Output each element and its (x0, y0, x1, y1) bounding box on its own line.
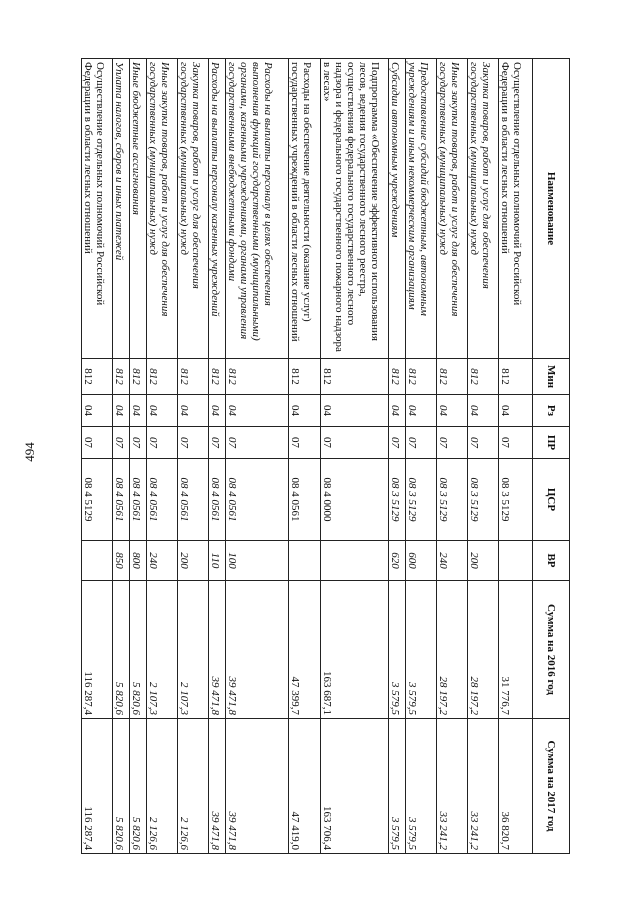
cell-sum-2016: 39 471,8 (209, 581, 226, 719)
table-body (82, 59, 533, 854)
cell-pr: 07 (468, 427, 499, 459)
cell-name: Иные закупки товаров, работ и услуг для обеспечения государственных (муниципальных) нужд (437, 59, 468, 359)
cell-min: 812 (147, 359, 178, 395)
cell-sum-2016: 2 107,3 (147, 581, 178, 719)
cell-vr (321, 541, 389, 581)
cell-sum-2017: 5 820,6 (130, 719, 147, 854)
header-pr: ПР (533, 427, 570, 459)
cell-pr: 07 (178, 427, 209, 459)
header-sum-2017: Сумма на 2017 год (533, 719, 570, 854)
cell-name: Подпрограмма «Обеспечение эффективного использования лесов, ведения государственного лесного реестра, осуществления федерального государственного лесного надзора и федерального государственного пожарного надзора в лесах» (321, 59, 389, 359)
cell-sum-2017: 116 287,4 (82, 719, 113, 854)
cell-sum-2017: 33 241,2 (468, 719, 499, 854)
cell-csr: 08 4 0561 (113, 459, 130, 541)
table-header-row (533, 59, 570, 854)
cell-min: 812 (82, 359, 113, 395)
cell-vr (289, 541, 321, 581)
cell-sum-2017: 39 471,8 (209, 719, 226, 854)
cell-sum-2017: 2 126,6 (178, 719, 209, 854)
table-row (226, 59, 289, 854)
cell-rz: 04 (437, 395, 468, 427)
cell-name: Расходы на обеспечение деятельности (оказание услуг) государственных учреждений в области лесных отношений (289, 59, 321, 359)
cell-vr: 100 (226, 541, 289, 581)
header-sum-2016: Сумма на 2016 год (533, 581, 570, 719)
cell-vr: 240 (437, 541, 468, 581)
header-csr: ЦСР (533, 459, 570, 541)
table-row (406, 59, 437, 854)
cell-vr: 800 (130, 541, 147, 581)
table-row (289, 59, 321, 854)
cell-sum-2016: 116 287,4 (82, 581, 113, 719)
cell-rz: 04 (389, 395, 406, 427)
cell-csr: 08 4 0561 (289, 459, 321, 541)
cell-sum-2016: 31 776,7 (499, 581, 533, 719)
cell-name: Осуществление отдельных полномочий Российской Федерации в области лесных отношений (499, 59, 533, 359)
cell-sum-2016: 3 579,5 (406, 581, 437, 719)
cell-csr: 08 3 5129 (499, 459, 533, 541)
cell-min: 812 (406, 359, 437, 395)
cell-min: 812 (130, 359, 147, 395)
cell-sum-2017: 33 241,2 (437, 719, 468, 854)
cell-sum-2017: 5 820,6 (113, 719, 130, 854)
cell-sum-2017: 3 579,5 (389, 719, 406, 854)
rotated-table-container (82, 58, 570, 853)
table-row (113, 59, 130, 854)
cell-rz: 04 (82, 395, 113, 427)
cell-csr: 08 4 0561 (130, 459, 147, 541)
cell-pr: 07 (289, 427, 321, 459)
cell-sum-2016: 28 197,2 (468, 581, 499, 719)
cell-sum-2016: 5 820,6 (113, 581, 130, 719)
table-row (178, 59, 209, 854)
cell-sum-2017: 3 579,5 (406, 719, 437, 854)
cell-min: 812 (499, 359, 533, 395)
budget-table (81, 58, 570, 854)
table-row (437, 59, 468, 854)
cell-rz: 04 (226, 395, 289, 427)
header-min: Мин (533, 359, 570, 395)
cell-csr: 08 3 5129 (437, 459, 468, 541)
table-row (82, 59, 113, 854)
cell-min: 812 (209, 359, 226, 395)
cell-sum-2017: 2 126,6 (147, 719, 178, 854)
cell-vr: 200 (468, 541, 499, 581)
cell-csr: 08 4 0561 (226, 459, 289, 541)
cell-name: Иные закупки товаров, работ и услуг для обеспечения государственных (муниципальных) нужд (147, 59, 178, 359)
cell-pr: 07 (437, 427, 468, 459)
cell-sum-2016: 2 107,3 (178, 581, 209, 719)
cell-rz: 04 (289, 395, 321, 427)
cell-vr: 200 (178, 541, 209, 581)
table-row (389, 59, 406, 854)
cell-pr: 07 (209, 427, 226, 459)
cell-pr: 07 (226, 427, 289, 459)
cell-name: Предоставление субсидий бюджетным, автономным учреждениям и иным некоммерческим организациям (406, 59, 437, 359)
cell-rz: 04 (499, 395, 533, 427)
cell-rz: 04 (130, 395, 147, 427)
cell-name: Закупка товаров, работ и услуг для обеспечения государственных (муниципальных) нужд (468, 59, 499, 359)
cell-rz: 04 (178, 395, 209, 427)
cell-sum-2017: 39 471,8 (226, 719, 289, 854)
cell-rz: 04 (468, 395, 499, 427)
header-vr: ВР (533, 541, 570, 581)
table-row (468, 59, 499, 854)
cell-sum-2016: 47 399,7 (289, 581, 321, 719)
cell-vr: 600 (406, 541, 437, 581)
cell-min: 812 (113, 359, 130, 395)
cell-min: 812 (468, 359, 499, 395)
cell-rz: 04 (113, 395, 130, 427)
cell-sum-2017: 47 419,0 (289, 719, 321, 854)
cell-min: 812 (178, 359, 209, 395)
cell-csr: 08 3 5129 (468, 459, 499, 541)
cell-vr: 110 (209, 541, 226, 581)
cell-sum-2016: 163 687,1 (321, 581, 389, 719)
cell-pr: 07 (321, 427, 389, 459)
header-rz: Рз (533, 395, 570, 427)
cell-min: 812 (437, 359, 468, 395)
cell-sum-2016: 3 579,5 (389, 581, 406, 719)
cell-name: Уплата налогов, сборов и иных платежей (113, 59, 130, 359)
cell-vr: 240 (147, 541, 178, 581)
cell-csr: 08 4 0000 (321, 459, 389, 541)
cell-csr: 08 4 0561 (209, 459, 226, 541)
table-row (321, 59, 389, 854)
table-row (130, 59, 147, 854)
cell-min: 812 (389, 359, 406, 395)
cell-csr: 08 4 0561 (147, 459, 178, 541)
cell-sum-2016: 5 820,6 (130, 581, 147, 719)
cell-pr: 07 (499, 427, 533, 459)
table-row (499, 59, 533, 854)
cell-vr (499, 541, 533, 581)
cell-rz: 04 (209, 395, 226, 427)
cell-pr: 07 (113, 427, 130, 459)
cell-vr: 620 (389, 541, 406, 581)
cell-pr: 07 (147, 427, 178, 459)
cell-csr: 08 4 0561 (178, 459, 209, 541)
cell-name: Расходы на выплаты персоналу казенных учреждений (209, 59, 226, 359)
cell-pr: 07 (389, 427, 406, 459)
cell-min: 812 (321, 359, 389, 395)
cell-csr: 08 3 5129 (389, 459, 406, 541)
cell-name: Закупка товаров, работ и услуг для обеспечения государственных (муниципальных) нужд (178, 59, 209, 359)
cell-name: Субсидии автономным учреждениям (389, 59, 406, 359)
table-row (209, 59, 226, 854)
table-row (147, 59, 178, 854)
header-name: Наименование (533, 59, 570, 359)
cell-pr: 07 (82, 427, 113, 459)
cell-sum-2016: 39 471,8 (226, 581, 289, 719)
cell-sum-2017: 36 820,7 (499, 719, 533, 854)
cell-pr: 07 (406, 427, 437, 459)
cell-csr: 08 3 5129 (406, 459, 437, 541)
cell-name: Осуществление отдельных полномочий Российской Федерации в области лесных отношений (82, 59, 113, 359)
cell-rz: 04 (321, 395, 389, 427)
cell-vr: 850 (113, 541, 130, 581)
cell-pr: 07 (130, 427, 147, 459)
page-number: 494 (22, 442, 37, 462)
cell-name: Иные бюджетные ассигнования (130, 59, 147, 359)
cell-sum-2016: 28 197,2 (437, 581, 468, 719)
cell-name: Расходы на выплаты персоналу в целях обеспечения выполнения функций государственными (муниципальными) органами, казенными учреждениями, органами управления государственными внебюджетными фондами (226, 59, 289, 359)
cell-csr: 08 4 5129 (82, 459, 113, 541)
cell-rz: 04 (406, 395, 437, 427)
cell-min: 812 (289, 359, 321, 395)
cell-sum-2017: 163 706,4 (321, 719, 389, 854)
cell-min: 812 (226, 359, 289, 395)
cell-vr (82, 541, 113, 581)
cell-rz: 04 (147, 395, 178, 427)
